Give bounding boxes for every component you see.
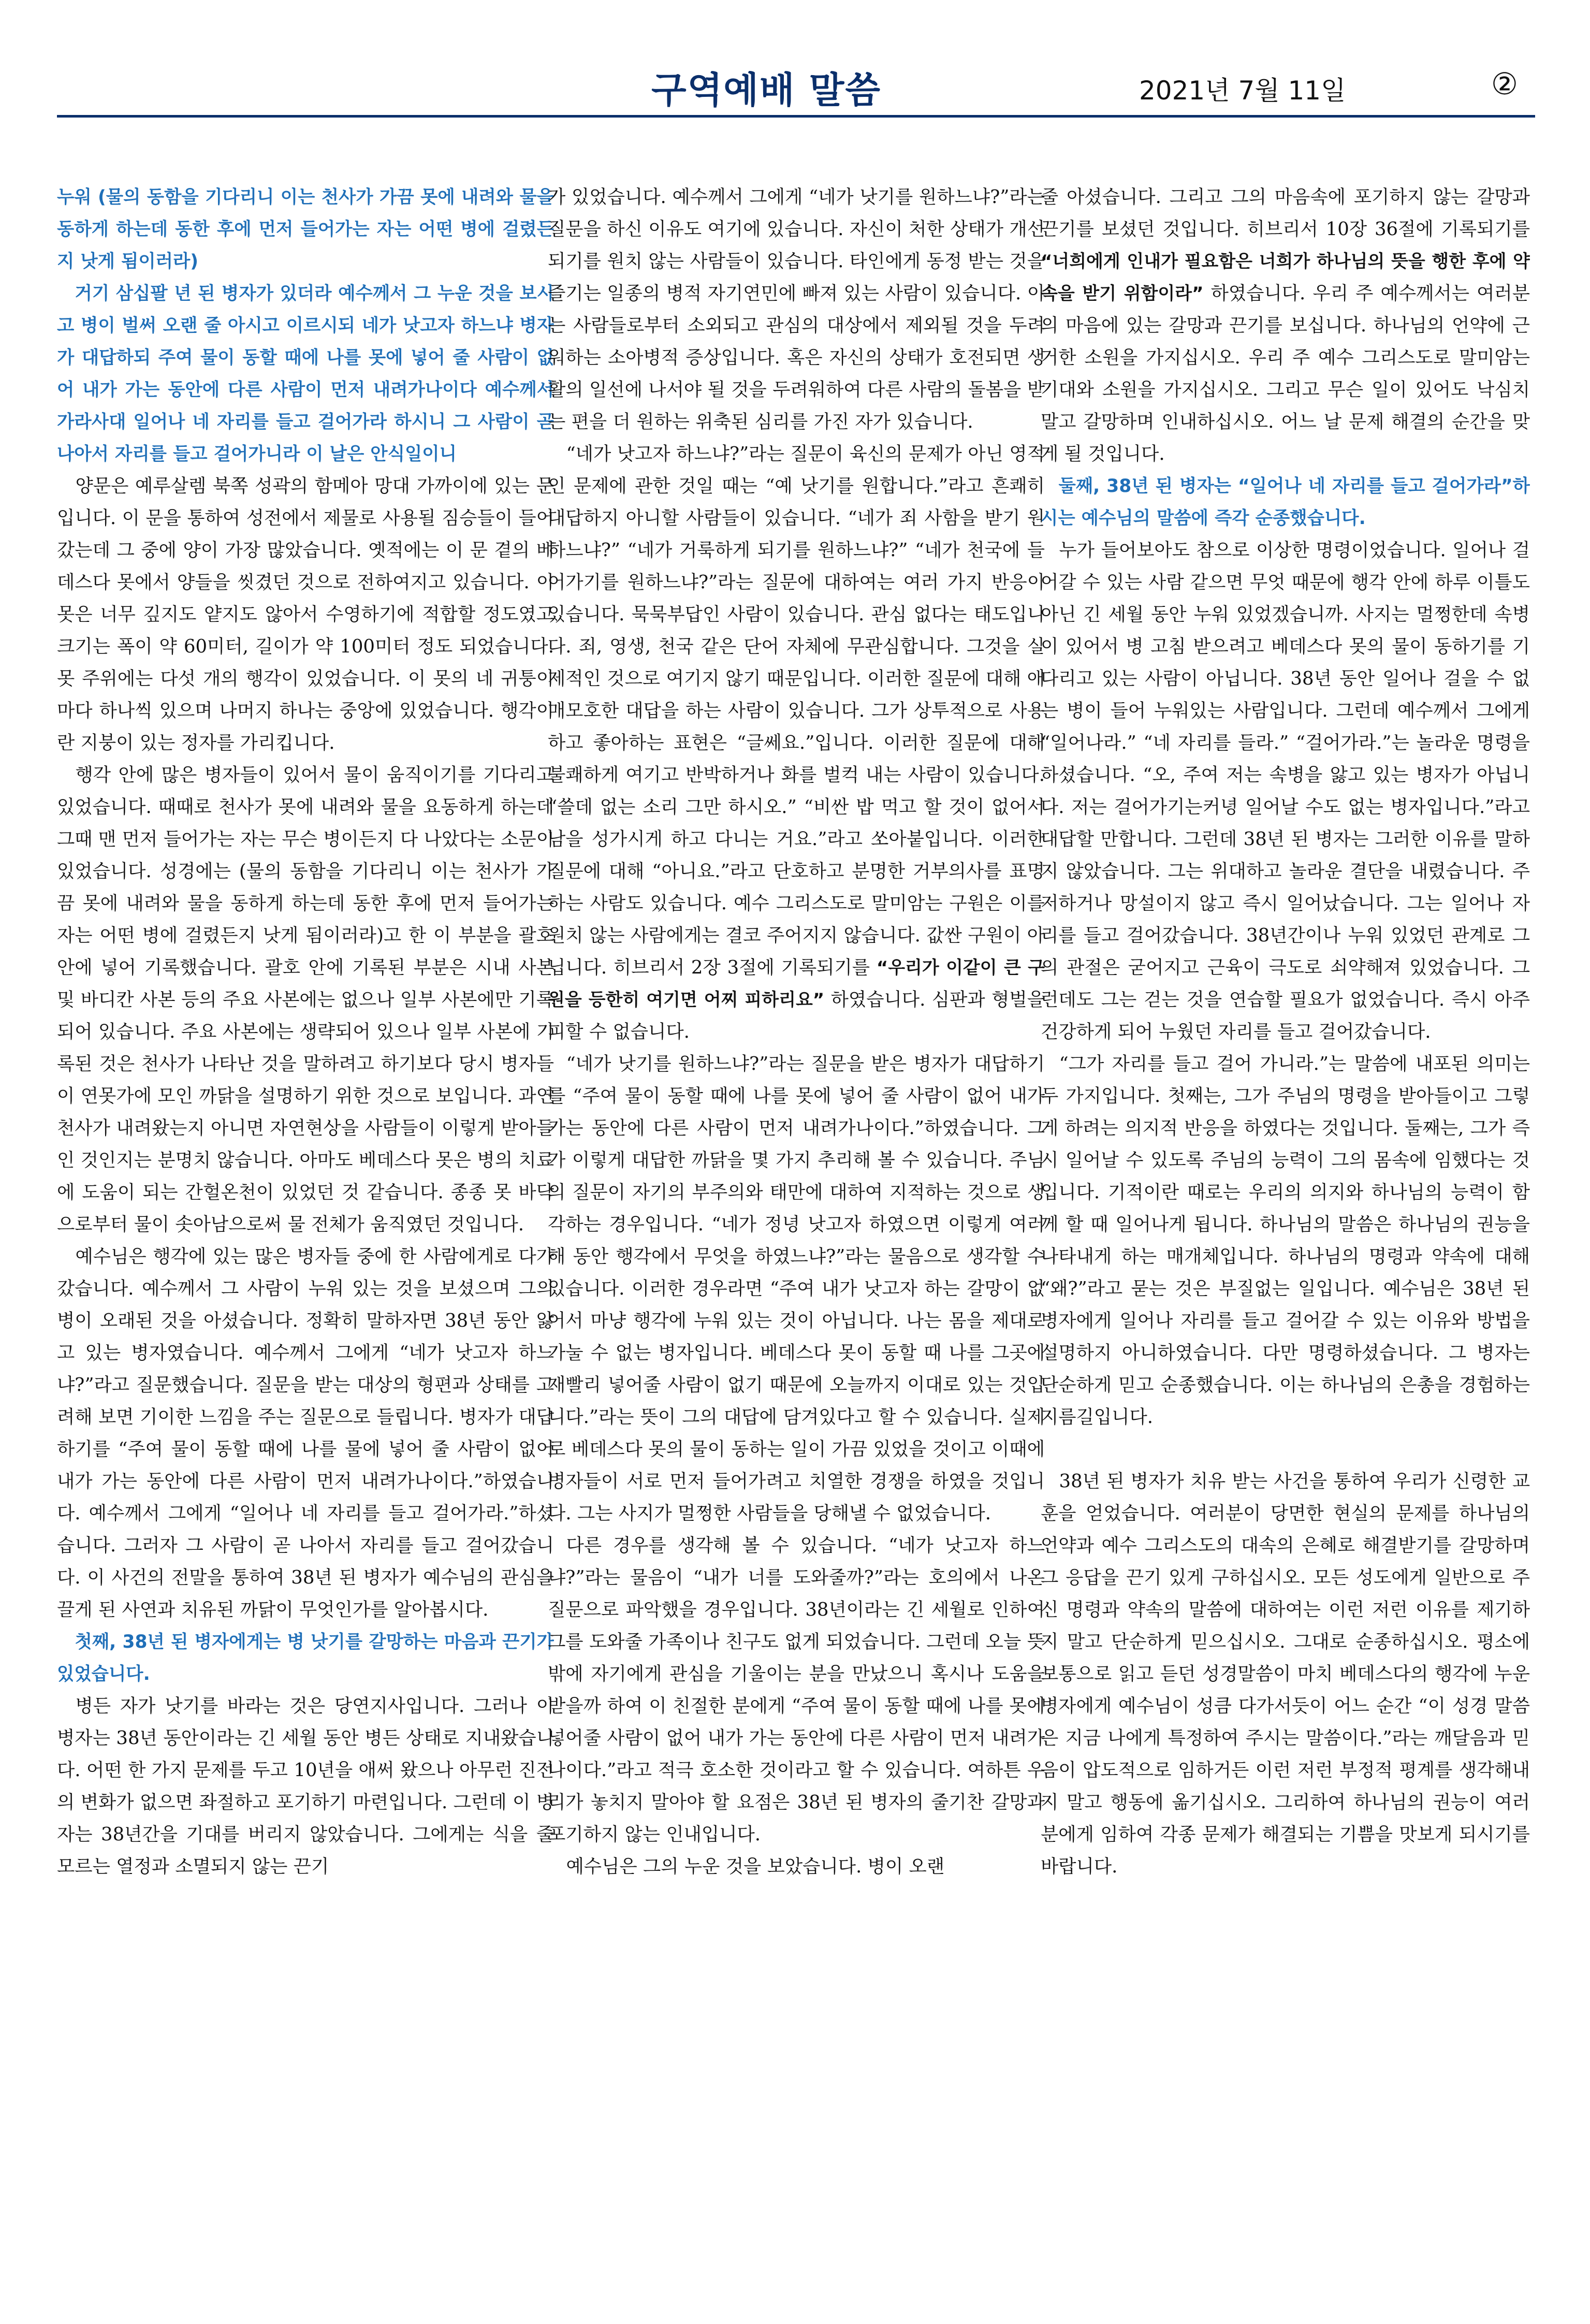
paragraph: “네가 낫기를 원하느냐?”라는 질문을 받은 병자가 대답하기를 “주여 물이 동할 때에 나를 못에 넣어 줄 사람이 없어 내가 가는 동안에 다른 사람이 먼저 내려가나이다.”하였습니다. 그가 이렇게 대답한 까닭을 몇 가지 추리해 볼 수 있습니다. 주님의 질문이 자기의 부주의와 태만에 대하여 지적하는 것으로 생각하는 경우입니다. “네가 정녕 낫고자 하였으면 이렇게 여러 해 동안 행각에서 무엇을 하였느냐?”라는 물음으로 생각할 수 있습니다. 이러한 경우라면 “주여 내가 낫고자 하는 갈망이 없어서 마냥 행각에 누워 있는 것이 아닙니다. 나는 몸을 제대로 가눌 수 없는 병자입니다. 베데스다 못이 동할 때 나를 그곳에 재빨리 넣어줄 사람이 없기 때문에 오늘까지 이대로 있는 것입니다.”라는 뜻이 그의 대답에 담겨있다고 할 수 있습니다. 실제로 베데스다 못의 물이 동하는 일이 가끔 있었을 것이고 이때에 병자들이 서로 먼저 들어가려고 치열한 경쟁을 하였을 것입니다. 그는 사지가 멀쩡한 사람들을 당해낼 수 없었습니다.: [548, 1053, 1045, 1524]
paragraph-text: 하였습니다. 우리 주 예수께서는 여러분의 마음에 있는 갈망과 끈기를 보십니다. 하나님의 언약에 근거한 소원을 가지십시오. 우리 주 예수 그리스도로 말미암는 기대와 소원을 가지십시오. 그리고 무슨 일이 있어도 낙심치 말고 갈망하며 인내하십시오. 어느 날 문제 해결의 순간을 맞게 될 것입니다.: [1041, 283, 1530, 464]
header-divider: [57, 115, 1535, 118]
paragraph: 예수님은 그의 누운 것을 보았습니다. 병이 오랜: [566, 1856, 945, 1877]
paragraph-text: “네가 낫고자 하느냐?”라는 질문이 육신의 문제가 아닌 영적인 문제에 관한 것일 때는 “예 낫기를 원합니다.”라고 흔쾌히 대답하지 아니할 사람들이 있습니다. “네가 죄 사함을 받기 원하느냐?” “네가 거룩하게 되기를 원하느냐?” “네가 천국에 들어가기를 원하느냐?”라는 질문에 대하여는 여러 가지 반응이 있습니다. 묵묵부답인 사람이 있습니다. 관심 없다는 태도입니다. 죄, 영생, 천국 같은 단어 자체에 무관심합니다. 그것을 실제적인 것으로 여기지 않기 때문입니다. 이러한 질문에 대해 애매모호한 대답을 하는 사람이 있습니다. 그가 상투적으로 사용하고 좋아하는 표현은 “글쎄요.”입니다. 이러한 질문에 대해 불쾌하게 여기고 반박하거나 화를 벌컥 내는 사람이 있습니다. “쓸데 없는 소리 그만 하시오.” “비싼 밥 먹고 할 것이 없어서 남을 성가시게 하고 다니는 거요.”라고 쏘아붙입니다. 이러한 질문에 대해 “아니요.”라고 단호하고 분명한 거부의사를 표명하는 사람도 있습니다. 예수 그리스도로 말미암는 구원은 이를 원치 않는 사람에게는 결코 주어지지 않습니다. 값싼 구원이 아닙니다. 히브리서 2장 3절에 기록되기를: [548, 443, 1045, 978]
paragraph: 가 있었습니다. 예수께서 그에게 “네가 낫기를 원하느냐?”라는 질문을 하신 이유도 여기에 있습니다. 자신이 처한 상태가 개선되기를 원치 않는 사람들이 있습니다. 타인에게 동정 받는 것을 즐기는 일종의 병적 자기연민에 빠져 있는 사람이 있습니다. 이는 사람들로부터 소외되고 관심의 대상에서 제외될 것을 두려워하는 소아병적 증상입니다. 혹은 자신의 상태가 호전되면 생활의 일선에 나서야 될 것을 두려워하여 다른 사람의 돌봄을 받는 편을 더 원하는 위축된 심리를 가진 자가 있습니다.: [548, 186, 1045, 432]
paragraph: 누가 들어보아도 참으로 이상한 명령이었습니다. 일어나 걸어갈 수 있는 사람 같으면 무엇 때문에 행각 안에 하루 이틀도 아닌 긴 세월 동안 누워 있었겠습니까. 사지는 멀쩡한데 속병이 있어서 병 고침 받으려고 베데스다 못의 물이 동하기를 기다리고 있는 사람이 아닙니다. 38년 동안 일어나 걸을 수 없는 병이 들어 누워있는 사람입니다. 그런데 예수께서 그에게 “일어나라.” “네 자리를 들라.” “걸어가라.”는 놀라운 명령을 하셨습니다. “오, 주여 저는 속병을 앓고 있는 병자가 아닙니다. 저는 걸어가기는커녕 일어날 수도 없는 병자입니다.”라고 대답할 만합니다. 그런데 38년 된 병자는 그러한 이유를 말하지 않았습니다. 그는 위대하고 놀라운 결단을 내렸습니다. 주저하거나 망설이지 않고 즉시 일어났습니다. 그는 일어나 자리를 들고 걸어갔습니다. 38년간이나 누워 있었던 관계로 그의 관절은 굳어지고 근육이 극도로 쇠약해져 있었습니다. 그런데도 그는 걷는 것을 연습할 필요가 없었습니다. 즉시 아주 건강하게 되어 누웠던 자리를 들고 걸어갔습니다.: [1041, 540, 1530, 1042]
paragraph: “그가 자리를 들고 걸어 가니라.”는 말씀에 내포된 의미는 두 가지입니다. 첫째는, 그가 주님의 명령을 받아들이고 그렇게 하려는 의지적 반응을 하였다는 것입니다. 둘째는, 그가 즉시 일어날 수 있도록 주님의 능력이 그의 몸속에 임했다는 것입니다. 기적이란 때로는 우리의 의지와 하나님의 능력이 함께 할 때 일어나게 됩니다. 하나님의 말씀은 하나님의 권능을 나타내게 하는 매개체입니다. 하나님의 명령과 약속에 대해 “왜?”라고 묻는 것은 부질없는 일입니다. 예수님은 38년 된 병자에게 일어나 자리를 들고 걸어갈 수 있는 이유와 방법을 설명하지 아니하였습니다. 다만 명령하셨습니다. 그 병자는 단순하게 믿고 순종했습니다. 이는 하나님의 은총을 경험하는 지름길입니다.: [1041, 1053, 1530, 1428]
paragraph: [548, 438, 1045, 1048]
spacer: [1041, 1433, 1530, 1465]
scripture-quote: “너희에게 인내가 필요함은 너희가 하나님의 뜻을 행한 후에 약속을 받기 위함이라”: [1041, 251, 1530, 304]
column-1: [57, 181, 554, 2253]
column-3: [1041, 181, 1530, 2253]
paragraph: 다른 경우를 생각해 볼 수 있습니다. “네가 낫고자 하느냐?”라는 물음이 “내가 너를 도와줄까?”라는 호의에서 나온 질문으로 파악했을 경우입니다. 38년이라는 긴 세월로 인하여 그를 도와줄 가족이나 친구도 없게 되었습니다. 그런데 오늘 뜻밖에 자기에게 관심을 기울이는 분을 만났으니 혹시나 도움을 받을까 하여 이 친절한 분에게 “주여 물이 동할 때에 나를 못에 넣어줄 사람이 없어 내가 가는 동안에 다른 사람이 먼저 내려가나이다.”라고 적극 호소한 것이라고 할 수 있습니다. 여하튼 우리가 놓치지 말아야 할 요점은 38년 된 병자의 줄기찬 갈망과 포기하지 않는 인내입니다.: [548, 1535, 1045, 1845]
column-2: [548, 181, 1045, 2253]
section-heading-2: 둘째, 38년 된 병자는 “일어나 네 자리를 들고 걸어가라”하시는 예수님의 말씀에 즉각 순종했습니다.: [1041, 476, 1530, 529]
paragraph-text: 줄 아셨습니다. 그리고 그의 마음속에 포기하지 않는 갈망과 끈기를 보셨던 것입니다. 히브리서 10장 36절에 기록되기를: [1041, 186, 1530, 240]
section-heading-1: 첫째, 38년 된 병자에게는 병 낫기를 갈망하는 마음과 끈기가 있었습니다.: [57, 1632, 554, 1684]
scripture-note: 누워 (물의 동함을 기다리니 이는 천사가 가끔 못에 내려와 물을 동하게 하는데 동한 후에 먼저 들어가는 자는 어떤 병에 걸렸든지 낫게 됨이러라): [57, 187, 554, 272]
page-title: 구역예배 말씀: [651, 69, 882, 111]
paragraph: [1041, 181, 1530, 470]
paragraph: 병든 자가 낫기를 바라는 것은 당연지사입니다. 그러나 이 병자는 38년 동안이라는 긴 세월 동안 병든 상태로 지내왔습니다. 어떤 한 가지 문제를 두고 10년을 애써 왔으나 아무런 진전의 변화가 없으면 좌절하고 포기하기 마련입니다. 그런데 이 병자는 38년간을 기대를 버리지 않았습니다. 그에게는 식을 줄 모르는 열정과 소멸되지 않는 끈기: [57, 1695, 554, 1877]
scripture-quote: “우리가 이같이 큰 구원을 등한히 여기면 어찌 피하리요”: [548, 957, 1045, 1010]
issue-date: 2021년 7월 11일: [1139, 76, 1346, 106]
paragraph: 예수님은 행각에 있는 많은 병자들 중에 한 사람에게로 다가갔습니다. 예수께서 그 사람이 누워 있는 것을 보셨으며 그의 병이 오래된 것을 아셨습니다. 정확히 말하자면 38년 동안 앓고 있는 병자였습니다. 예수께서 그에게 “네가 낫고자 하느냐?”라고 질문했습니다. 질문을 받는 대상의 형편과 상태를 고려해 보면 기이한 느낌을 주는 질문으로 들립니다. 병자가 대답하기를 “주여 물이 동할 때에 나를 물에 넣어 줄 사람이 없어 내가 가는 동안에 다른 사람이 먼저 내려가나이다.”하였습니다. 예수께서 그에게 “일어나 네 자리를 들고 걸어가라.”하셨습니다. 그러자 그 사람이 곧 나아서 자리를 들고 걸어갔습니다. 이 사건의 전말을 통하여 38년 된 병자가 예수님의 관심을 끌게 된 사연과 치유된 까닭이 무엇인가를 알아봅시다.: [57, 1246, 554, 1620]
paragraph-text: 하였습니다. 심판과 형벌을 피할 수 없습니다.: [548, 989, 1045, 1042]
conclusion-paragraph: 38년 된 병자가 치유 받는 사건을 통하여 우리가 신령한 교훈을 얻었습니다. 여러분이 당면한 현실의 문제를 하나님의 언약과 예수 그리스도의 대속의 은혜로 해결받기를 갈망하며 그 응답을 끈기 있게 구하십시오. 모든 성도에게 일반으로 주신 명령과 약속의 말씀에 대하여는 이런 저런 이유를 제기하지 말고 단순하게 믿으십시오. 그대로 순종하십시오. 평소에 보통으로 읽고 듣던 성경말씀이 마치 베데스다의 행각에 누운 병자에게 예수님이 성큼 다가서듯이 어느 순간 “이 성경 말씀은 지금 나에게 특정하여 주시는 말씀이다.”라는 깨달음과 믿음이 압도적으로 임하거든 이런 저런 부정적 평계를 생각해내지 말고 행동에 옮기십시오. 그리하여 하나님의 권능이 여러분에게 임하여 각종 문제가 해결되는 기쁨을 맛보게 되시기를 바랍니다.: [1041, 1471, 1530, 1877]
paragraph: 행각 안에 많은 병자들이 있어서 물이 움직이기를 기다리고 있었습니다. 때때로 천사가 못에 내려와 물을 요동하게 하는데 그때 맨 먼저 들어가는 자는 무슨 병이든지 다 나았다는 소문이 있었습니다. 성경에는 (물의 동함을 기다리니 이는 천사가 가끔 못에 내려와 물을 동하게 하는데 동한 후에 먼저 들어가는 자는 어떤 병에 걸렸든지 낫게 됨이러라)고 한 이 부분을 괄호 안에 넣어 기록했습니다. 괄호 안에 기록된 부분은 시내 사본 및 바디칸 사본 등의 주요 사본에는 없으나 일부 사본에만 기록되어 있습니다. 주요 사본에는 생략되어 있으나 일부 사본에 기록된 것은 천사가 나타난 것을 말하려고 하기보다 당시 병자들이 연못가에 모인 까닭을 설명하기 위한 것으로 보입니다. 과연 천사가 내려왔는지 아니면 자연현상을 사람들이 이렇게 받아들인 것인지는 분명치 않습니다. 아마도 베데스다 못은 병의 치료에 도움이 되는 간헐온천이 있었던 것 같습니다. 종종 못 바닥으로부터 물이 솟아남으로써 물 전체가 움직였던 것입니다.: [57, 764, 554, 1235]
scripture-passage: 거기 삼십팔 년 된 병자가 있더라 예수께서 그 누운 것을 보시고 병이 벌써 오랜 줄 아시고 이르시되 네가 낫고자 하느냐 병자가 대답하되 주여 물이 동할 때에 나를 못에 넣어 줄 사람이 없어 내가 가는 동안에 다른 사람이 먼저 내려가나이다 예수께서 가라사대 일어나 네 자리를 들고 걸어가라 하시니 그 사람이 곧 나아서 자리를 들고 걸어가니라 이 날은 안식일이니: [57, 283, 554, 464]
paragraph: 양문은 예루살렘 북쪽 성곽의 함메아 망대 가까이에 있는 문입니다. 이 문을 통하여 성전에서 제물로 사용될 짐승들이 들어갔는데 그 중에 양이 가장 많았습니다. 옛적에는 이 문 곁의 베데스다 못에서 양들을 씻겼던 것으로 전하여지고 있습니다. 이 못은 너무 깊지도 얕지도 않아서 수영하기에 적합할 정도였고 크기는 폭이 약 60미터, 길이가 약 100미터 정도 되었습니다. 못 주위에는 다섯 개의 행각이 있었습니다. 이 못의 네 귀퉁이마다 하나씩 있으며 나머지 하나는 중앙에 있었습니다. 행각이란 지붕이 있는 정자를 가리킵니다.: [57, 475, 554, 753]
page-number: ②: [1491, 66, 1518, 101]
